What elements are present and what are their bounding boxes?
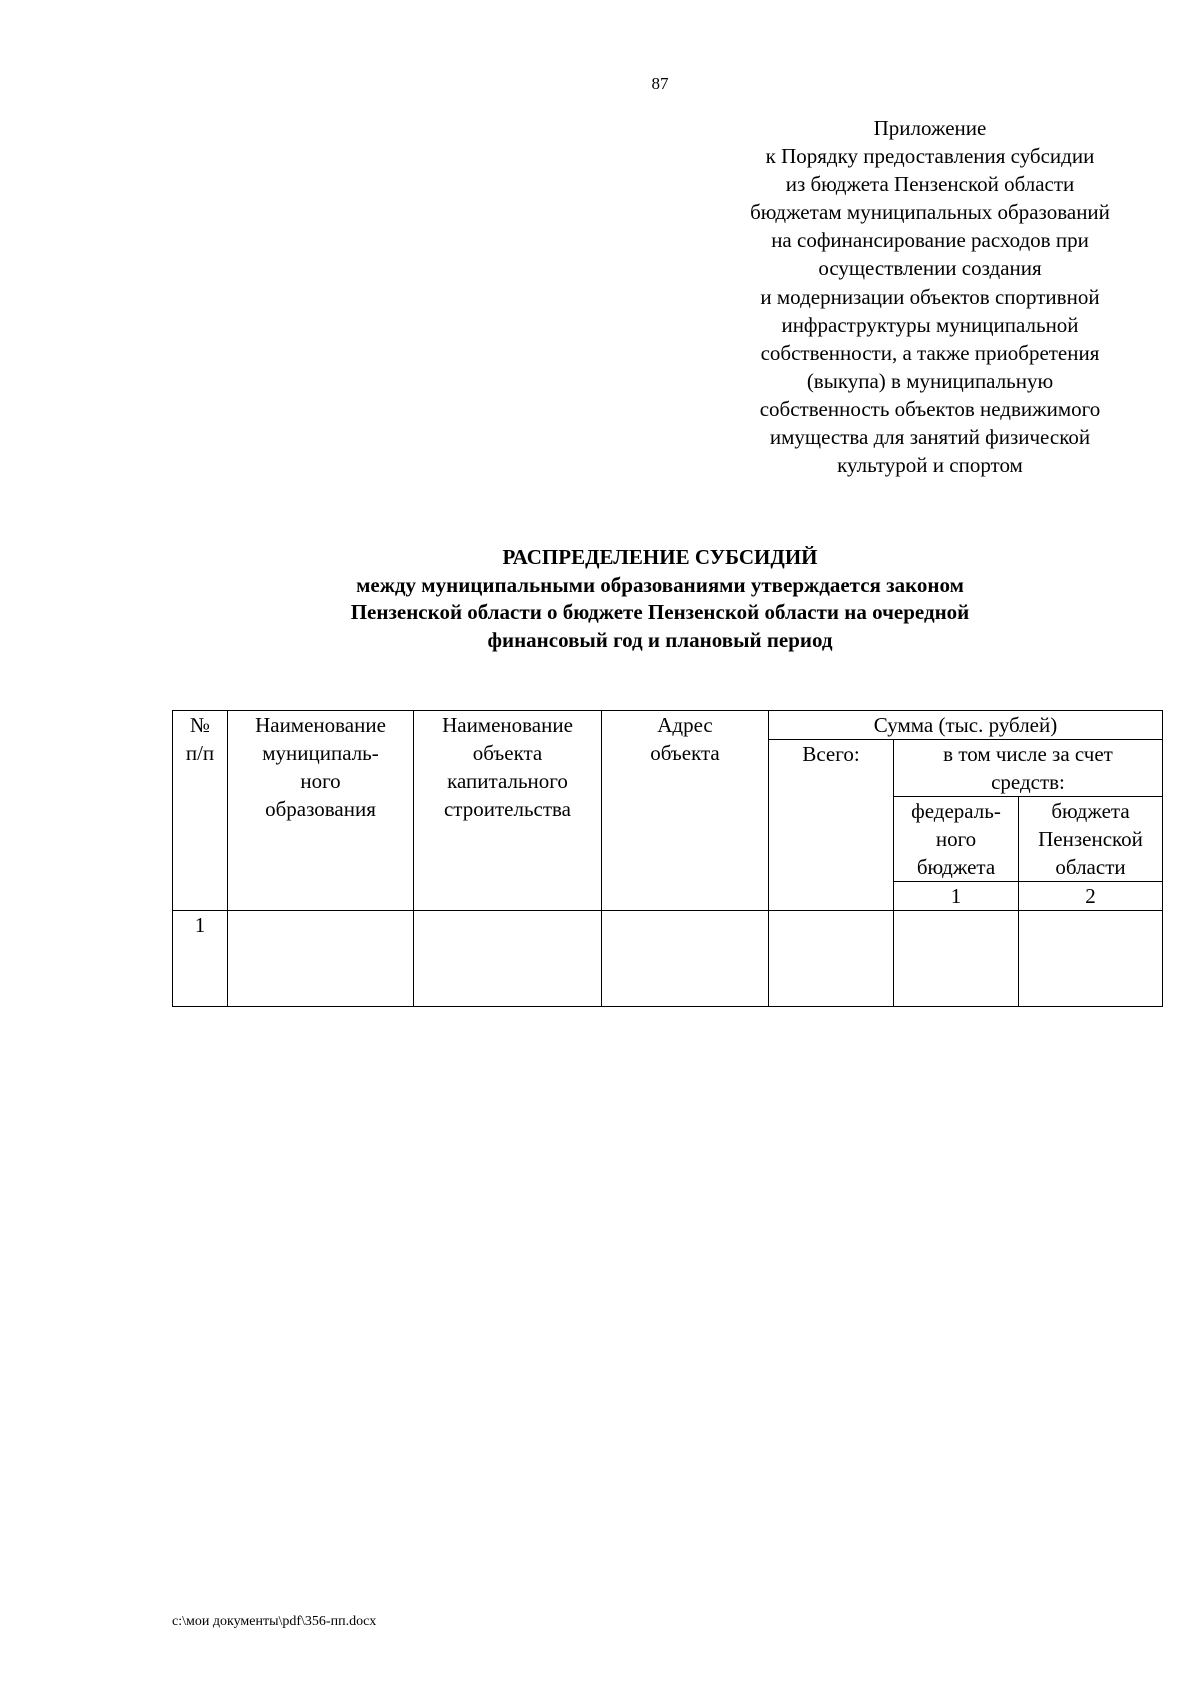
appendix-line: собственность объектов недвижимого: [759, 396, 1101, 421]
header-row-1: [173, 711, 1163, 740]
appendix-line: Приложение: [873, 116, 987, 140]
appendix-line: на софинансирование расходов при: [771, 228, 1089, 253]
row-regional: [1019, 911, 1163, 1007]
appendix-line: к Порядку предоставления субсидии: [765, 144, 1095, 169]
row-municipality: [228, 911, 414, 1007]
header-cell-federal: федераль- ного бюджета: [894, 797, 1019, 882]
row-number: 1: [173, 911, 228, 1007]
appendix-line: имущества для занятий физической: [769, 425, 1091, 450]
file-path-footer: c:\мои документы\pdf\356-пп.docx: [172, 1614, 377, 1629]
appendix-line: собственности, а также приобретения: [760, 340, 1100, 365]
title-heading: РАСПРЕДЕЛЕНИЕ СУБСИДИЙ: [502, 545, 818, 569]
appendix-line: культурой и спортом: [837, 453, 1023, 478]
header-cell-regional: бюджета Пензенской области: [1019, 797, 1163, 882]
title-line: между муниципальными образованиями утверждается законом: [356, 572, 964, 597]
page-number: 87: [651, 74, 669, 93]
header-cell-number: № п/п: [173, 711, 228, 911]
column-number: 1: [894, 882, 1019, 911]
header-cell-sum-group: Сумма (тыс. рублей): [769, 711, 1163, 740]
row-federal: [894, 911, 1019, 1007]
appendix-line: осуществлении создания: [818, 256, 1042, 281]
header-cell-including: в том числе за счет средств:: [894, 740, 1163, 797]
header-cell-object: Наименование объекта капитального строительства: [414, 711, 602, 911]
appendix-note: [700, 114, 1160, 479]
header-cell-address: Адрес объекта: [602, 711, 769, 911]
appendix-line: бюджетам муниципальных образований: [750, 200, 1110, 225]
title-line: финансовый год и плановый период: [487, 627, 833, 652]
table-row: [173, 911, 1163, 1007]
row-total: [769, 911, 894, 1007]
column-number: 2: [1019, 882, 1163, 911]
header-cell-total: Всего:: [769, 740, 894, 911]
subsidy-distribution-table: [172, 710, 1163, 1007]
document-title: [160, 544, 1160, 654]
appendix-line: (выкупа) в муниципальную: [806, 368, 1054, 393]
appendix-line: и модернизации объектов спортивной: [760, 284, 1100, 309]
appendix-line: из бюджета Пензенской области: [785, 172, 1075, 197]
title-line: Пензенской области о бюджете Пензенской области на очередной: [350, 600, 970, 624]
row-object: [414, 911, 602, 1007]
row-address: [602, 911, 769, 1007]
header-cell-municipality: Наименование муниципаль- ного образования: [228, 711, 414, 911]
appendix-line: инфраструктуры муниципальной: [781, 312, 1079, 337]
